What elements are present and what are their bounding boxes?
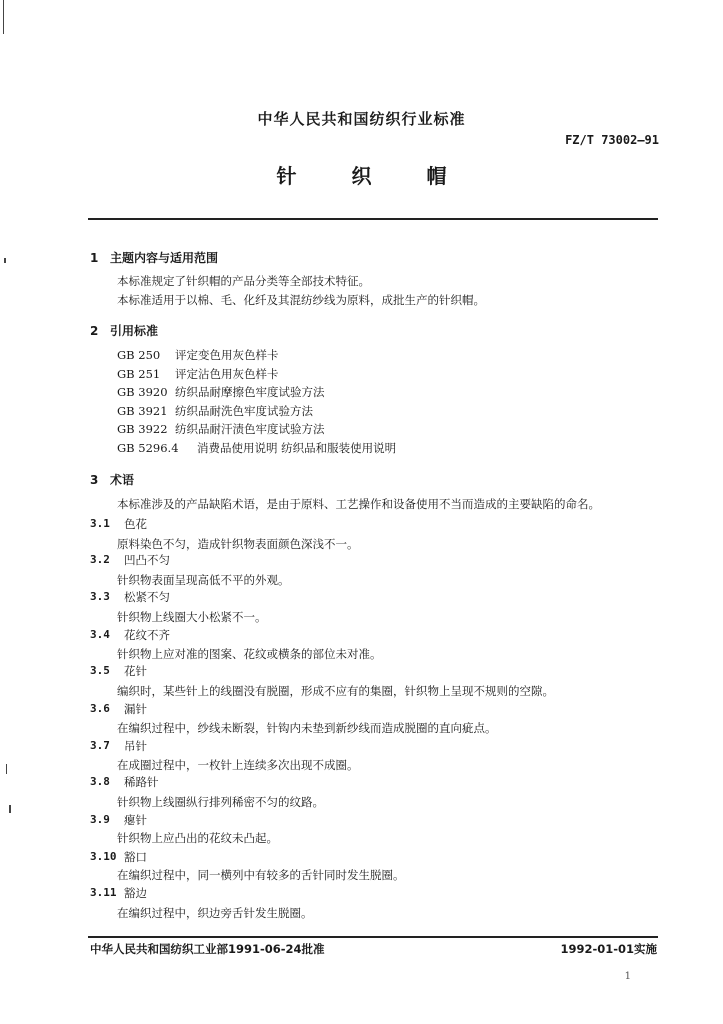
term-number: 3.9 [90,813,110,826]
term-definition: 在编织过程中，同一横列中有较多的舌针同时发生脱圈。 [117,868,405,882]
term-number: 3.1 [90,517,110,530]
term-number: 3.4 [90,628,110,641]
reference-item: GB 250 评定变色用灰色样卡 [117,348,279,362]
term-definition: 针织物表面呈现高低不平的外观。 [117,573,290,587]
reference-item: GB 3922 纺织品耐汗渍色牢度试验方法 [117,422,325,436]
title-char: 织 [351,164,372,188]
reference-item: GB 251 评定沾色用灰色样卡 [117,367,279,381]
scan-speck [9,805,11,813]
term-name: 凹凸不匀 [124,553,170,567]
scan-edge-mark [3,0,4,34]
effective-date: 1992-01-01实施 [560,942,657,956]
reference-item: GB 5296.4 消费品使用说明 纺织品和服装使用说明 [117,441,397,455]
approval-statement: 中华人民共和国纺织工业部1991-06-24批准 [90,942,325,956]
term-definition: 在成圈过程中，一枚针上连续多次出现不成圈。 [117,758,359,772]
term-name: 花针 [124,664,147,678]
term-number: 3.10 [90,850,117,863]
term-number: 3.3 [90,590,110,603]
term-name: 吊针 [124,739,147,753]
term-number: 3.11 [90,886,117,899]
footer-rule [88,936,658,938]
term-number: 3.6 [90,702,110,715]
document-title [0,160,723,189]
section-3-intro: 本标准涉及的产品缺陷术语，是由于原料、工艺操作和设备使用不当而造成的主要缺陷的命名。 [117,497,600,511]
term-name: 花纹不齐 [124,628,170,642]
reference-item: GB 3920 纺织品耐摩擦色牢度试验方法 [117,385,325,399]
issuing-body-title: 中华人民共和国纺织行业标准 [257,110,466,128]
term-definition: 在编织过程中，纱线未断裂，针钩内未垫到新纱线而造成脱圈的直向疵点。 [117,721,497,735]
term-name: 瘪针 [124,813,147,827]
term-name: 豁边 [124,886,147,900]
term-definition: 针织物上线圈纵行排列稀密不匀的纹路。 [117,795,324,809]
term-definition: 原料染色不匀，造成针织物表面颜色深浅不一。 [117,537,359,551]
reference-item: GB 3921 纺织品耐洗色牢度试验方法 [117,404,313,418]
term-number: 3.8 [90,775,110,788]
title-char: 针 [276,164,297,188]
term-definition: 编织时，某些针上的线圈没有脱圈，形成不应有的集圈，针织物上呈现不规则的空隙。 [117,684,554,698]
term-name: 豁口 [124,850,147,864]
term-definition: 针织物上应对准的图案、花纹或横条的部位未对准。 [117,647,382,661]
section-1-line: 本标准适用于以棉、毛、化纤及其混纺纱线为原料，成批生产的针织帽。 [117,293,485,307]
term-number: 3.5 [90,664,110,677]
term-name: 稀路针 [124,775,159,789]
term-number: 3.2 [90,553,110,566]
section-heading-2: 2 引用标准 [90,324,159,338]
title-char: 帽 [426,164,447,188]
section-heading-3: 3 术语 [90,473,135,487]
page-number: 1 [624,971,631,982]
scan-speck [6,764,7,774]
section-heading-1: 1 主题内容与适用范围 [90,251,219,265]
header-rule [88,218,658,220]
term-name: 漏针 [124,702,147,716]
scan-speck [4,258,6,263]
term-name: 色花 [124,517,147,531]
section-1-line: 本标准规定了针织帽的产品分类等全部技术特征。 [117,274,370,288]
term-name: 松紧不匀 [124,590,170,604]
term-definition: 针织物上应凸出的花纹未凸起。 [117,831,278,845]
term-definition: 在编织过程中，织边旁舌针发生脱圈。 [117,906,313,920]
term-definition: 针织物上线圈大小松紧不一。 [117,610,267,624]
standard-number: FZ/T 73002—91 [565,133,659,147]
term-number: 3.7 [90,739,110,752]
